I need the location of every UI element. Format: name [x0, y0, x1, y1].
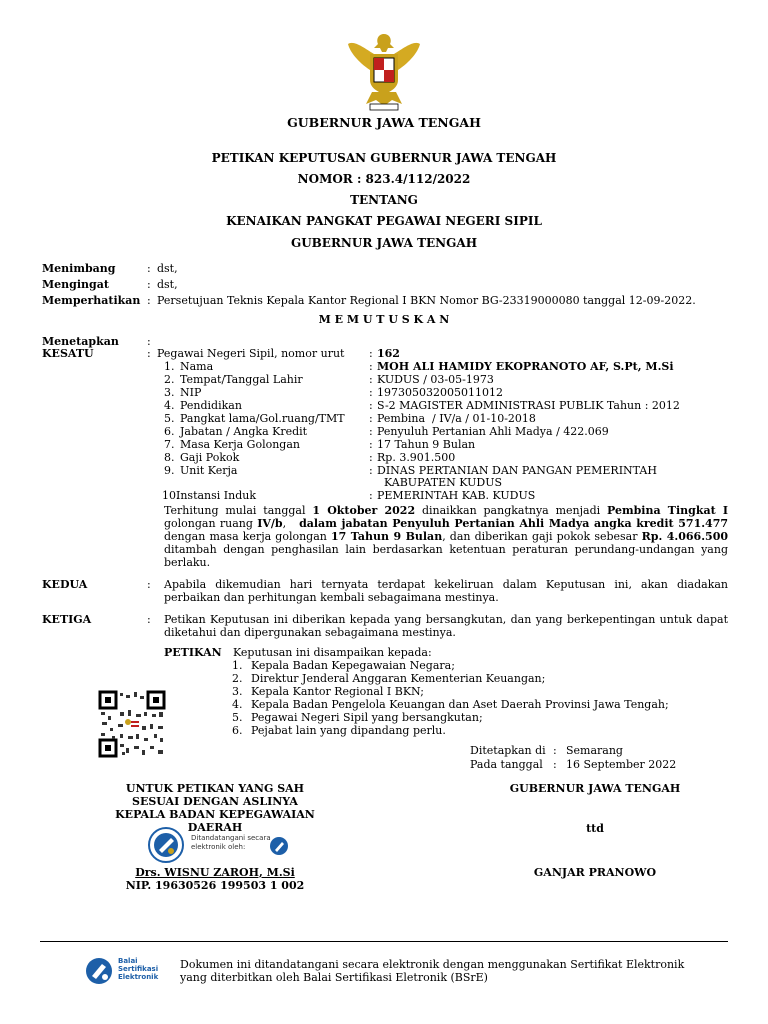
row-label: Instansi Induk [176, 489, 257, 502]
list-item: Pejabat lain yang dipandang perlu. [251, 724, 446, 737]
kesatu-paragraph [164, 504, 728, 569]
row-num: 3. [164, 386, 175, 399]
para-tenure: 17 Tahun 9 Bulan [331, 530, 443, 543]
footer-text-1: Dokumen ini ditandatangani secara elektronik dengan menggunakan Sertifikat Elektronik [180, 958, 685, 971]
doc-subject: KENAIKAN PANGKAT PEGAWAI NEGERI SIPIL [226, 214, 542, 228]
doc-number: NOMOR : 823.4/112/2022 [297, 172, 471, 186]
row-num: 5. [164, 412, 175, 425]
row-label: Nama [180, 360, 214, 373]
row-num: 9. [164, 464, 175, 477]
list-item: Direktur Jenderal Anggaran Kementerian Keuangan; [251, 672, 546, 685]
kedua-text: Apabila dikemudian hari ternyata terdapat kekeliruan dalam Keputusan ini, akan diadakan perbaikan dan perhitungan kembali sebagaimana mestinya. [164, 578, 728, 604]
para-date: 1 Oktober 2022 [312, 504, 416, 517]
para-salary: Rp. 4.066.500 [641, 530, 728, 543]
petikan-intro: Keputusan ini disampaikan kepada: [233, 646, 432, 659]
row-num: 2. [164, 373, 175, 386]
row-value: PEMERINTAH KAB. KUDUS [377, 489, 536, 502]
place-label: Ditetapkan di [470, 744, 546, 757]
para-position: dalam jabatan Penyuluh Pertanian Ahli Madya angka kredit 571.477 [299, 517, 729, 530]
para-text: dengan masa kerja golongan [164, 530, 331, 543]
list-item: Kepala Badan Kepegawaian Negara; [251, 659, 455, 672]
list-item-num: 6. [232, 724, 243, 737]
date-value: 16 September 2022 [566, 758, 677, 771]
memperhatikan-value: Persetujuan Teknis Kepala Kantor Regional I BKN Nomor BG-23319000080 tanggal 12-09-2022. [157, 294, 696, 307]
row-label: Gaji Pokok [180, 451, 240, 464]
para-text: dinaikkan pangkatnya menjadi [415, 504, 607, 517]
list-item-num: 2. [232, 672, 243, 685]
qr-code-icon [98, 690, 166, 758]
row-value: Rp. 3.901.500 [377, 451, 456, 464]
bsre-logo-icon [84, 956, 114, 986]
petikan-label: PETIKAN [164, 646, 222, 659]
left-sign-name: Drs. WISNU ZAROH, M.Si [135, 866, 295, 879]
left-sign-line2: SESUAI DENGAN ASLINYA [132, 795, 298, 808]
para-rank: Pembina Tingkat I [607, 504, 729, 517]
para-text: , dan diberikan gaji pokok sebesar [442, 530, 642, 543]
right-sign-title: GUBERNUR JAWA TENGAH [509, 782, 681, 795]
row-label: Jabatan / Angka Kredit [180, 425, 308, 438]
para-text: golongan ruang [164, 517, 258, 530]
list-item: Kepala Badan Pengelola Keuangan dan Aset Daerah Provinsi Jawa Tengah; [251, 698, 669, 711]
kedua-label: KEDUA [42, 578, 88, 591]
garuda-emblem-icon [344, 30, 424, 112]
stamp-text-1: Ditandatangani secara [191, 834, 271, 842]
memutuskan-heading: M E M U T U S K A N [318, 313, 450, 326]
para-text: ditambah dengan penghasilan lain berdasarkan ketentuan peraturan perundang-undangan yang berlaku. [164, 543, 728, 569]
row-label: Tempat/Tanggal Lahir [180, 373, 303, 386]
esign-stamp [147, 826, 297, 866]
row-label: Unit Kerja [180, 464, 238, 477]
footer-text-2: yang diterbitkan oleh Balai Sertifikasi Eletronik (BSrE) [180, 971, 488, 984]
logo-line: Elektronik [118, 973, 159, 981]
mengingat-value: dst, [157, 278, 178, 291]
menimbang-value: dst, [157, 262, 178, 275]
row-label: NIP [180, 386, 202, 399]
place-value: Semarang [566, 744, 623, 757]
header-title: GUBERNUR JAWA TENGAH [287, 115, 481, 130]
row-value: KUDUS / 03-05-1973 [377, 373, 494, 386]
row-num: 10. [162, 489, 180, 502]
right-sign-name: GANJAR PRANOWO [533, 866, 657, 879]
row-value: 197305032005011012 [377, 386, 503, 399]
date-label: Pada tanggal [470, 758, 543, 771]
mengingat-label: Mengingat [42, 278, 109, 291]
logo-line: Sertifikasi [118, 965, 159, 973]
list-item-num: 4. [232, 698, 243, 711]
doc-about: TENTANG [350, 193, 418, 207]
row-value: Penyuluh Pertanian Ahli Madya / 422.069 [377, 425, 609, 438]
kesatu-label: KESATU [42, 347, 94, 360]
para-text: Terhitung mulai tanggal [164, 504, 313, 517]
left-sign-line3: KEPALA BADAN KEPEGAWAIAN DAERAH [115, 808, 315, 834]
footer-divider [40, 941, 728, 942]
para-text: , [282, 517, 300, 530]
para-grade: IV/b [257, 517, 283, 530]
doc-issuer: GUBERNUR JAWA TENGAH [290, 236, 478, 250]
menimbang-label: Menimbang [42, 262, 116, 275]
row-value: S-2 MAGISTER ADMINISTRASI PUBLIK Tahun : 2012 [377, 399, 680, 412]
bsre-logo [84, 956, 174, 992]
row-num: 8. [164, 451, 175, 464]
bsre-logo-text [118, 957, 158, 981]
left-sign-line1: UNTUK PETIKAN YANG SAH [125, 782, 305, 795]
kesatu-intro: Pegawai Negeri Sipil, nomor urut [157, 347, 345, 360]
logo-line: Balai [118, 957, 138, 965]
doc-title: PETIKAN KEPUTUSAN GUBERNUR JAWA TENGAH [211, 151, 557, 165]
row-value: DINAS PERTANIAN DAN PANGAN PEMERINTAH [377, 464, 657, 477]
nomor-urut: 162 [377, 347, 400, 360]
bsre-seal-icon [147, 826, 185, 864]
row-num: 1. [164, 360, 175, 373]
row-num: 7. [164, 438, 175, 451]
row-label: Masa Kerja Golongan [180, 438, 300, 451]
row-value-nama: MOH ALI HAMIDY EKOPRANOTO AF, S.Pt, M.Si [377, 360, 674, 373]
row-value: 17 Tahun 9 Bulan [377, 438, 476, 451]
signature-pen-icon [269, 836, 289, 856]
list-item: Kepala Kantor Regional I BKN; [251, 685, 424, 698]
ketiga-label: KETIGA [42, 613, 92, 626]
list-item-num: 1. [232, 659, 243, 672]
list-item-num: 5. [232, 711, 243, 724]
menetapkan-label: Menetapkan [42, 335, 119, 348]
row-value: Pembina / IV/a / 01-10-2018 [377, 412, 536, 425]
row-label: Pendidikan [180, 399, 242, 412]
memperhatikan-label: Memperhatikan [42, 294, 141, 307]
left-sign-nip: NIP. 19630526 199503 1 002 [125, 879, 305, 892]
list-item: Pegawai Negeri Sipil yang bersangkutan; [251, 711, 483, 724]
right-sign-ttd: ttd [586, 822, 604, 835]
ketiga-text: Petikan Keputusan ini diberikan kepada yang bersangkutan, dan yang berkepentingan untuk dapat diketahui dan dipergunakan sebagaimana mestinya. [164, 613, 728, 639]
row-label: Pangkat lama/Gol.ruang/TMT [180, 412, 345, 425]
row-num: 4. [164, 399, 175, 412]
list-item-num: 3. [232, 685, 243, 698]
row-value-cont: KABUPATEN KUDUS [384, 476, 503, 489]
row-num: 6. [164, 425, 175, 438]
stamp-text-2: elektronik oleh: [191, 843, 246, 851]
